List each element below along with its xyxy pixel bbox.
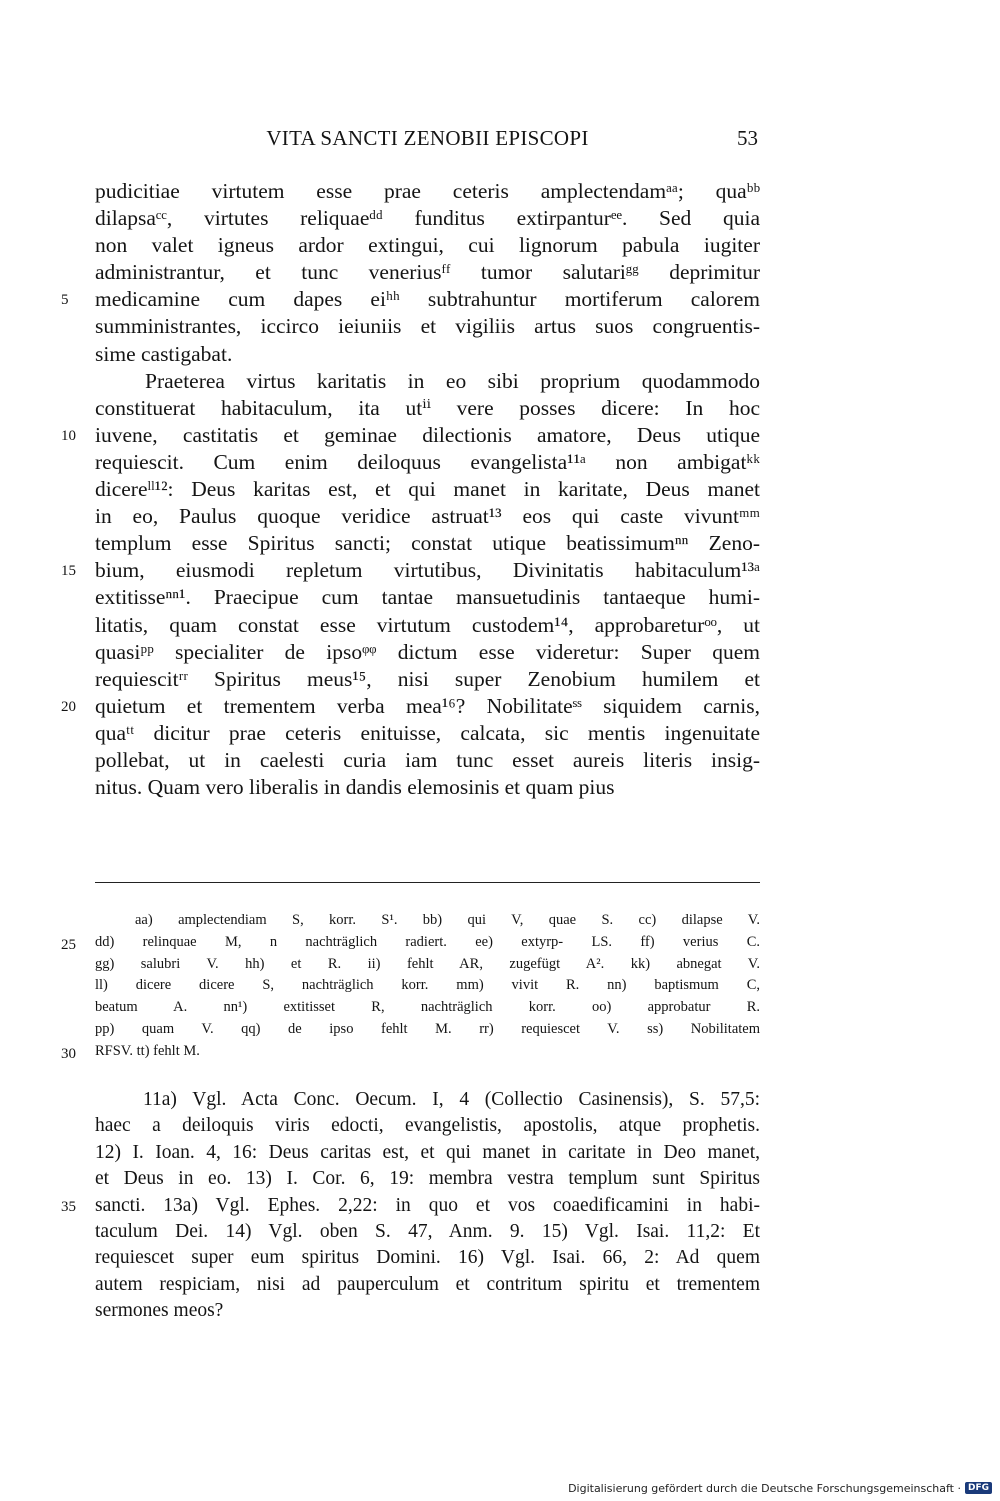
text-line-content: quasiᵖᵖ specialiter de ipsoᵠᵠ dictum esse videretur: Super quem xyxy=(95,639,760,664)
apparatus-line-content: beatum A. nn¹) extitisset R, nachträglich korr. oo) approbatur R. xyxy=(95,999,760,1016)
apparatus-line-content: pp) quam V. qq) de ipso fehlt M. rr) requiescet V. ss) Nobilitatem xyxy=(95,1020,760,1037)
line-number: 25 xyxy=(61,936,76,953)
text-line xyxy=(95,395,760,422)
apparatus-line-content: gg) salubri V. hh) et R. ii) fehlt AR, zugefügt A². kk) abnegat V. xyxy=(95,955,760,972)
text-line-content: quietum et trementem verba mea¹⁶? Nobilitateˢˢ siquidem carnis, xyxy=(95,693,760,718)
text-line-content: sumministrantes, iccirco ieiuniis et vigiliis artus suos congruentis- xyxy=(95,314,760,339)
critical-apparatus xyxy=(61,910,760,1063)
note-line xyxy=(61,1193,760,1219)
text-line-content: sime castigabat. xyxy=(95,341,233,366)
apparatus-line-content: RFSV. tt) fehlt M. xyxy=(95,1042,200,1059)
note-line-content: sancti. 13a) Vgl. Ephes. 2,22: in quo et vos coaedificamini in habi- xyxy=(95,1194,760,1216)
text-line xyxy=(95,368,760,395)
note-line xyxy=(95,1140,760,1166)
line-number: 15 xyxy=(61,563,76,580)
note-line-content: 12) I. Ioan. 4, 16: Deus caritas est, et qui manet in caritate in Deo manet, xyxy=(95,1141,760,1163)
apparatus-line xyxy=(61,932,760,954)
text-line xyxy=(61,693,760,720)
text-line xyxy=(95,639,760,666)
apparatus-line-content: dd) relinquae M, n nachträglich radiert. ee) extyrp- LS. ff) verius C. xyxy=(95,933,760,950)
text-line xyxy=(95,313,760,340)
note-line-content: taculum Dei. 14) Vgl. oben S. 47, Anm. 9. 15) Vgl. Isai. 11,2: Et xyxy=(95,1220,760,1242)
text-line xyxy=(95,341,760,368)
text-line-content: administrantur, et tunc veneriusᶠᶠ tumor salutariᵍᵍ deprimitur xyxy=(95,260,760,285)
text-line-content: templum esse Spiritus sancti; constat utique beatissimumⁿⁿ Zeno- xyxy=(95,531,760,556)
text-line-content: bium, eiusmodi repletum virtutibus, Divinitatis habitaculum¹³ᵃ xyxy=(95,558,760,583)
note-line xyxy=(95,1087,760,1113)
apparatus-line xyxy=(61,1041,760,1063)
running-title: VITA SANCTI ZENOBII EPISCOPI xyxy=(266,126,589,150)
text-line xyxy=(95,720,760,747)
apparatus-line-content: ll) dicere dicere S, nachträglich korr. mm) vivit R. nn) baptismum C, xyxy=(95,977,760,994)
digitization-footer xyxy=(568,1479,992,1497)
text-line-content: extitisseⁿⁿ¹. Praecipue cum tantae mansuetudinis tantaeque humi- xyxy=(95,585,760,610)
text-line-content: non valet igneus ardor extingui, cui lignorum pabula iugiter xyxy=(95,233,760,258)
apparatus-line xyxy=(95,910,760,932)
text-line-content: dicereˡˡ¹²: Deus karitas est, et qui manet in karitate, Deus manet xyxy=(95,477,760,502)
text-line-content: pollebat, ut in caelesti curia iam tunc esset aureis literis insig- xyxy=(95,747,760,772)
apparatus-line xyxy=(95,954,760,976)
text-line xyxy=(95,530,760,557)
apparatus-line xyxy=(95,975,760,997)
text-line xyxy=(61,557,760,584)
apparatus-line xyxy=(95,997,760,1019)
running-head xyxy=(95,124,760,154)
note-line xyxy=(95,1298,760,1324)
line-number: 30 xyxy=(61,1045,76,1062)
text-line-content: requiescit. Cum enim deiloquus evangelista¹¹ᵃ non ambigatᵏᵏ xyxy=(95,449,760,474)
line-number: 20 xyxy=(61,698,76,715)
text-line xyxy=(95,476,760,503)
text-line-content: quaᵗᵗ dicitur prae ceteris enituisse, calcata, sic mentis ingenuitate xyxy=(95,720,760,745)
dfg-logo: DFG xyxy=(965,1482,992,1494)
text-line xyxy=(95,666,760,693)
line-number: 35 xyxy=(61,1198,76,1215)
line-number: 5 xyxy=(61,292,69,309)
note-line xyxy=(95,1113,760,1139)
text-line xyxy=(95,232,760,259)
note-line xyxy=(95,1219,760,1245)
note-line-content: et Deus in eo. 13) I. Cor. 6, 19: membra vestra templum sunt Spiritus xyxy=(95,1168,760,1190)
footer-text: Digitalisierung gefördert durch die Deutsche Forschungsgemeinschaft · xyxy=(568,1481,961,1495)
text-line xyxy=(95,178,760,205)
line-number: 10 xyxy=(61,427,76,444)
source-notes xyxy=(61,1087,760,1325)
note-line-content: autem respiciam, nisi ad pauperculum et contritum spiritu et trementem xyxy=(95,1273,760,1295)
text-line xyxy=(95,449,760,476)
text-line-content: medicamine cum dapes eiʰʰ subtrahuntur mortiferum calorem xyxy=(95,287,760,312)
text-line-content: pudicitiae virtutem esse prae ceteris amplectendamᵃᵃ; quaᵇᵇ xyxy=(95,179,760,203)
note-line-content: haec a deiloquis viris edocti, evangelistis, apostolis, atque prophetis. xyxy=(95,1115,760,1137)
text-line xyxy=(95,205,760,232)
text-line-content: requiescitʳʳ Spiritus meus¹⁵, nisi super Zenobium humilem et xyxy=(95,666,760,691)
apparatus-line-content: aa) amplectendiam S, korr. S¹. bb) qui V, quae S. cc) dilapse V. xyxy=(135,912,760,928)
apparatus-line xyxy=(95,1019,760,1041)
note-line xyxy=(95,1166,760,1192)
text-line xyxy=(95,503,760,530)
text-line xyxy=(95,584,760,611)
page-number: 53 xyxy=(737,126,758,150)
text-line xyxy=(95,747,760,774)
text-line xyxy=(95,612,760,639)
text-line xyxy=(61,286,760,313)
text-line xyxy=(95,259,760,286)
text-line-content: dilapsaᶜᶜ, virtutes reliquaeᵈᵈ funditus extirpanturᵉᵉ. Sed quia xyxy=(95,206,760,231)
note-line-content: 11a) Vgl. Acta Conc. Oecum. I, 4 (Collectio Casinensis), S. 57,5: xyxy=(143,1089,760,1110)
text-line-content: litatis, quam constat esse virtutum custodem¹⁴, approbareturᵒᵒ, ut xyxy=(95,612,760,637)
main-text xyxy=(61,178,760,801)
footnote-separator-rule xyxy=(95,882,760,883)
text-line xyxy=(95,774,760,801)
text-line-content: in eo, Paulus quoque veridice astruat¹³ eos qui caste vivuntᵐᵐ xyxy=(95,504,760,529)
text-line-content: Praeterea virtus karitatis in eo sibi proprium quodammodo xyxy=(145,368,760,393)
text-line xyxy=(61,422,760,449)
note-line xyxy=(95,1245,760,1271)
note-line-content: requiescet super eum spiritus Domini. 16) Vgl. Isai. 66, 2: Ad quem xyxy=(95,1247,760,1269)
note-line xyxy=(95,1272,760,1298)
text-line-content: constituerat habitaculum, ita utⁱⁱ vere posses dicere: In hoc xyxy=(95,395,760,420)
text-line-content: iuvene, castitatis et geminae dilectionis amatore, Deus utique xyxy=(95,422,760,447)
note-line-content: sermones meos? xyxy=(95,1300,224,1322)
text-line-content: nitus. Quam vero liberalis in dandis elemosinis et quam pius xyxy=(95,775,615,800)
